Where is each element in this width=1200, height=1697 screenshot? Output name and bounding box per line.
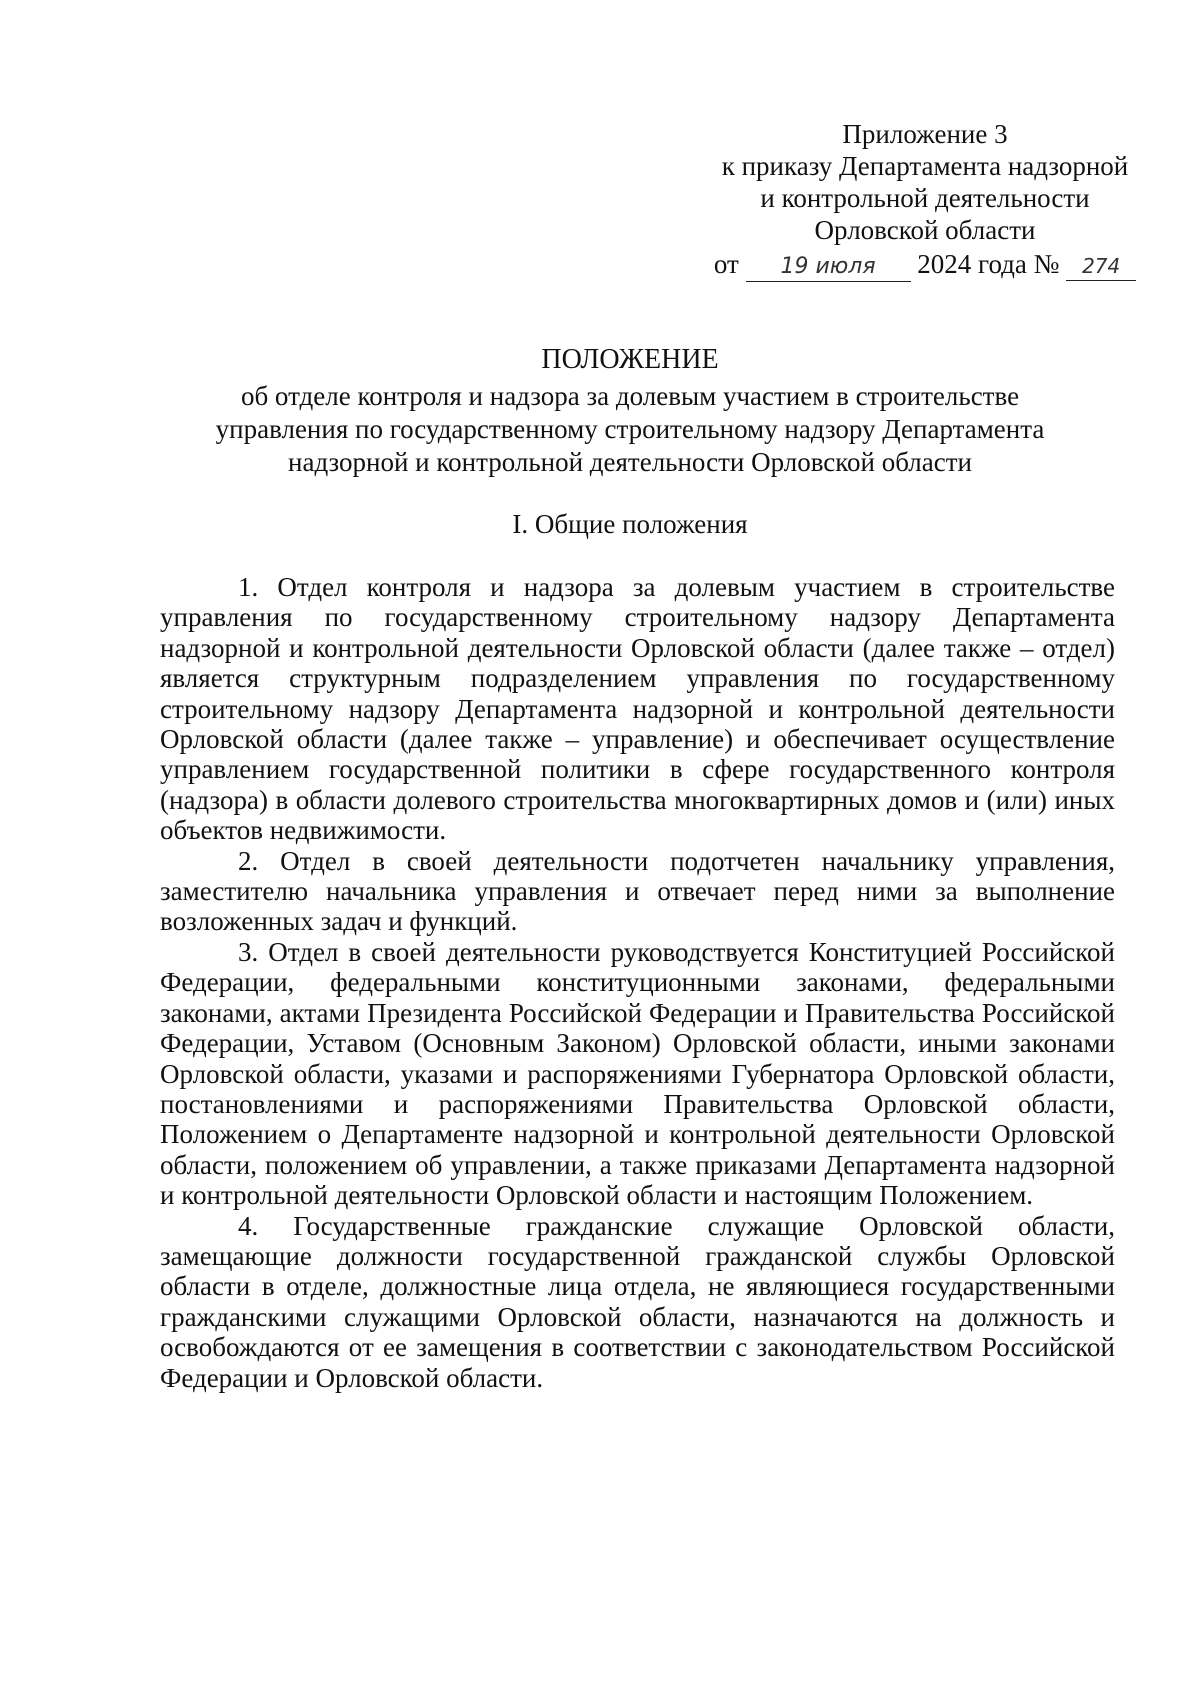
order-date-line xyxy=(690,248,1160,282)
document-subtitle-line: управления по государственному строительному надзору Департамента xyxy=(215,414,1045,444)
appendix-line: Приложение 3 xyxy=(842,119,1008,149)
appendix-line: и контрольной деятельности xyxy=(760,183,1090,213)
section-heading: I. Общие положения xyxy=(512,509,748,539)
paragraph-1: 1. Отдел контроля и надзора за долевым участием в строительстве управления по государственному строительному надзору Департамента надзорной и контрольной деятельности Орловской области (далее также – отдел) является структурным подразделением управления по государственному строительному надзору Департамента надзорной и контрольной деятельности Орловской области (далее также – управление) и обеспечивает осуществление управлением государственной политики в сфере государственного контроля (надзора) в области долевого строительства многоквартирных домов и (или) иных объектов недвижимости. xyxy=(160,572,1115,846)
appendix-header xyxy=(690,118,1160,282)
document-subtitle-line: об отделе контроля и надзора за долевым участием в строительстве xyxy=(240,381,1020,411)
document-subtitle-line: надзорной и контрольной деятельности Орловской области xyxy=(288,447,972,477)
appendix-line: Орловской области xyxy=(814,215,1036,245)
paragraph-3: 3. Отдел в своей деятельности руководствуется Конституцией Российской Федерации, федеральными конституционными законами, федеральными законами, актами Президента Российской Федерации и Правительства Российской Федерации, Уставом (Основным Законом) Орловской области, иными законами Орловской области, указами и распоряжениями Губернатора Орловской области, постановлениями и распоряжениями Правительства Орловской области, Положением о Департаменте надзорной и контрольной деятельности Орловской области, положением об управлении, а также приказами Департамента надзорной и контрольной деятельности Орловской области и настоящим Положением. xyxy=(160,936,1115,1211)
appendix-line: к приказу Департамента надзорной xyxy=(721,151,1129,181)
paragraph-2: 2. Отдел в своей деятельности подотчетен начальнику управления, заместителю начальника управления и отвечает перед ними за выполнение возложенных задач и функций. xyxy=(160,845,1115,937)
date-prefix: от xyxy=(713,249,739,279)
date-year-text: 2024 года № xyxy=(917,249,1060,279)
paragraph-4: 4. Государственные гражданские служащие Орловской области, замещающие должности государственной гражданской службы Орловской области в отделе, должностные лица отдела, не являющиеся государственными гражданскими служащими Орловской области, назначаются на должность и освобождаются от ее замещения в соответствии с законодательством Российской Федерации и Орловской области. xyxy=(160,1210,1115,1393)
document-body xyxy=(160,572,1115,1393)
handwritten-date: 19 июля xyxy=(746,253,911,282)
document-title-block xyxy=(150,343,1110,479)
document-title: ПОЛОЖЕНИЕ xyxy=(541,344,719,375)
handwritten-order-number: 274 xyxy=(1066,252,1136,281)
